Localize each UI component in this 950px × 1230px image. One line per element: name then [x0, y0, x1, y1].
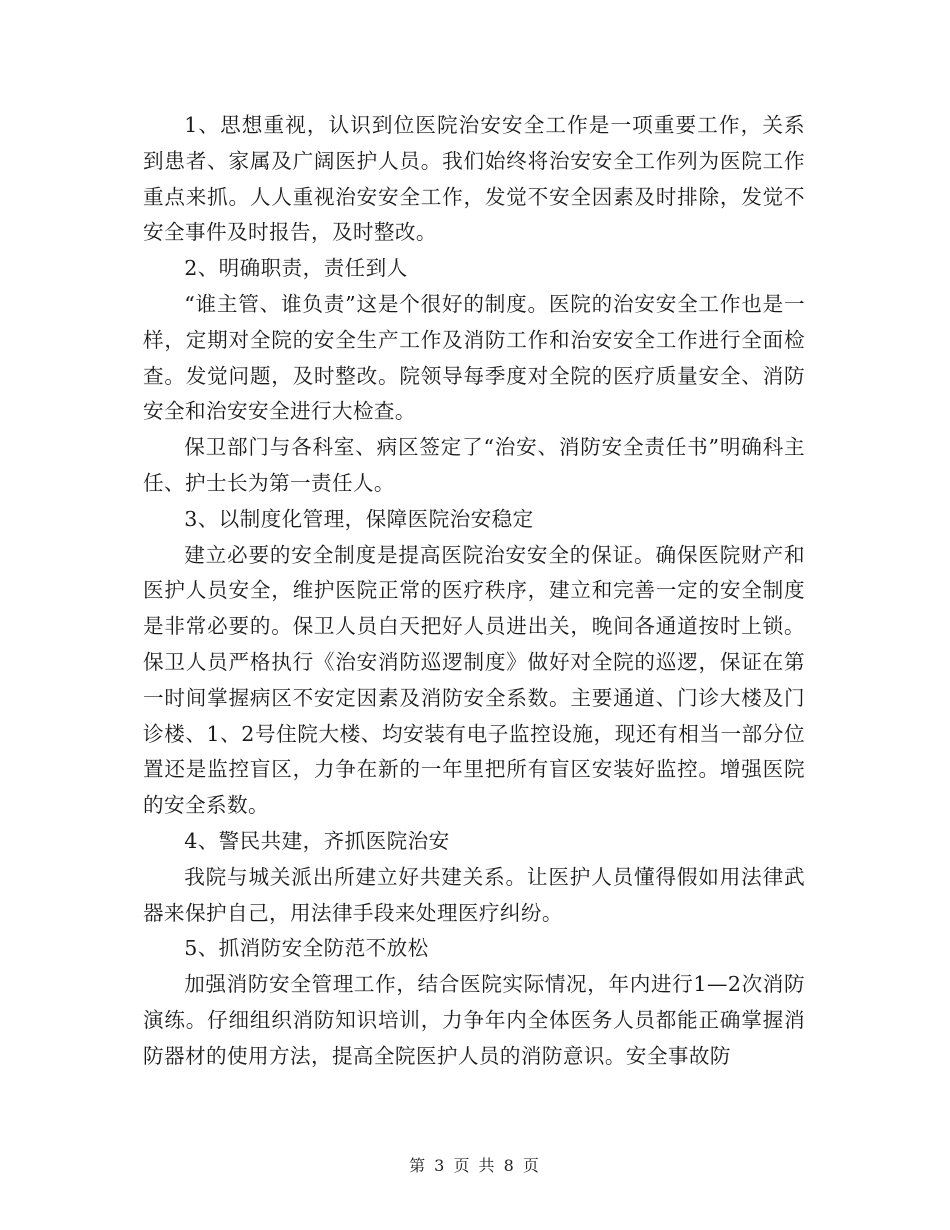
paragraph-1: 1、思想重视，认识到位医院治安安全工作是一项重要工作，关系到患者、家属及广阔医护人员。我们始终将治安安全工作列为医院工作重点来抓。人人重视治安安全工作，发觉不安全因素及时排除，发觉不安全事件及时报告，及时整改。	[143, 113, 805, 245]
page-footer: 第 3 页 共 8 页	[409, 1156, 541, 1175]
document-body	[143, 108, 805, 1075]
paragraph-4: 保卫部门与各科室、病区签定了“治安、消防安全责任书”明确科主任、护士长为第一责任人。	[143, 435, 805, 495]
paragraph-10: 加强消防安全管理工作，结合医院实际情况，年内进行1—2次消防演练。仔细组织消防知识培训，力争年内全体医务人员都能正确掌握消防器材的使用方法，提高全院医护人员的消防意识。安全事故防	[143, 972, 805, 1068]
section-heading-5: 5、抓消防安全防范不放松	[184, 936, 429, 961]
paragraph-8: 我院与城关派出所建立好共建关系。让医护人员懂得假如用法律武器来保护自己，用法律手段来处理医疗纠纷。	[143, 864, 805, 925]
paragraph-6: 建立必要的安全制度是提高医院治安安全的保证。确保医院财产和医护人员安全，维护医院正常的医疗秩序，建立和完善一定的安全制度是非常必要的。保卫人员白天把好人员进出关，晚间各通道按时上锁。保卫人员严格执行《治安消防巡逻制度》做好对全院的巡逻，保证在第一时间掌握病区不安定因素及消防安全系数。主要通道、门诊大楼及门诊楼、1、2号住院大楼、均安装有电子监控设施，现还有相当一部分位置还是监控盲区，力争在新的一年里把所有盲区安装好监控。增强医院的安全系数。	[143, 542, 805, 818]
section-heading-3: 3、以制度化管理，保障医院治安稳定	[184, 506, 534, 531]
section-heading-2: 2、明确职责，责任到人	[184, 256, 408, 281]
section-heading-4: 4、警民共建，齐抓医院治安	[184, 828, 450, 853]
paragraph-3: “谁主管、谁负责”这是个很好的制度。医院的治安安全工作也是一样，定期对全院的安全生产工作及消防工作和治安安全工作进行全面检查。发觉问题，及时整改。院领导每季度对全院的医疗质量安全、消防安全和治安安全进行大检查。	[143, 291, 805, 424]
